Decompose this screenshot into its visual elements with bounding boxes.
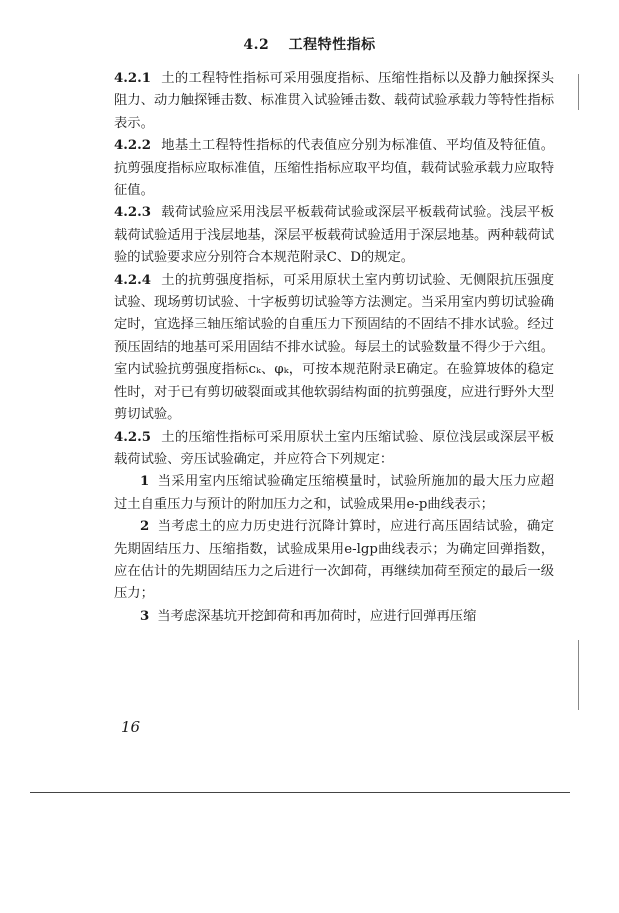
document-body bbox=[114, 68, 554, 628]
item-text: 当采用室内压缩试验确定压缩模量时，试验所施加的最大压力应超过土自重压力与预计的附加压力之和，试验成果用e-p曲线表示； bbox=[114, 474, 554, 512]
clause-number: 4.2.4 bbox=[114, 272, 152, 288]
item-number: 3 bbox=[140, 608, 150, 624]
clause-paragraph bbox=[114, 427, 554, 472]
scan-edge-mark bbox=[578, 74, 579, 110]
clause-paragraph bbox=[114, 270, 554, 427]
list-item bbox=[114, 471, 554, 516]
clause-paragraph bbox=[114, 202, 554, 269]
section-heading bbox=[0, 34, 619, 54]
clause-number: 4.2.1 bbox=[114, 71, 152, 86]
clause-text: 土的工程特性指标可采用强度指标、压缩性指标以及静力触探探头阻力、动力触探锤击数、标准贯入试验锤击数、载荷试验承载力等特性指标表示。 bbox=[114, 71, 554, 131]
section-title: 工程特性指标 bbox=[288, 37, 376, 53]
item-text: 当考虑深基坑开挖卸荷和再加荷时，应进行回弹再压缩 bbox=[157, 608, 477, 624]
item-number: 2 bbox=[140, 519, 150, 535]
clause-paragraph bbox=[114, 135, 554, 202]
list-item bbox=[114, 516, 554, 606]
list-item bbox=[114, 606, 554, 628]
section-number: 4.2 bbox=[243, 37, 270, 53]
page-bottom-rule bbox=[30, 792, 570, 793]
clause-text: 土的压缩性指标可采用原状土室内压缩试验、原位浅层或深层平板载荷试验、旁压试验确定，并应符合下列规定： bbox=[114, 429, 554, 467]
item-number: 1 bbox=[140, 474, 150, 490]
clause-text: 载荷试验应采用浅层平板载荷试验或深层平板载荷试验。浅层平板载荷试验适用于浅层地基，深层平板载荷试验适用于深层地基。两种载荷试验的试验要求应分别符合本规范附录C、D的规定。 bbox=[114, 205, 554, 266]
clause-number: 4.2.3 bbox=[114, 205, 152, 221]
clause-text: 地基土工程特性指标的代表值应分别为标准值、平均值及特征值。抗剪强度指标应取标准值，压缩性指标应取平均值，载荷试验承载力应取特征值。 bbox=[114, 138, 554, 199]
scan-edge-mark bbox=[578, 640, 579, 710]
clause-number: 4.2.2 bbox=[114, 138, 152, 154]
clause-paragraph bbox=[114, 68, 554, 135]
clause-text: 土的抗剪强度指标，可采用原状土室内剪切试验、无侧限抗压强度试验、现场剪切试验、十字板剪切试验等方法测定。当采用室内剪切试验确定时，宜选择三轴压缩试验的自重压力下预固结的不固结不排水试验。经过预压固结的地基可采用固结不排水试验。每层土的试验数量不得少于六组。室内试验抗剪强度指标cₖ、φₖ，可按本规范附录E确定。在验算坡体的稳定性时，对于已有剪切破裂面或其他软弱结构面的抗剪强度，应进行野外大型剪切试验。 bbox=[114, 272, 554, 423]
page-number: 16 bbox=[121, 718, 141, 736]
clause-number: 4.2.5 bbox=[114, 429, 152, 445]
item-text: 当考虑土的应力历史进行沉降计算时，应进行高压固结试验，确定先期固结压力、压缩指数，试验成果用e-lgp曲线表示；为确定回弹指数，应在估计的先期固结压力之后进行一次卸荷，再继续加荷至预定的最后一级压力； bbox=[114, 519, 554, 602]
